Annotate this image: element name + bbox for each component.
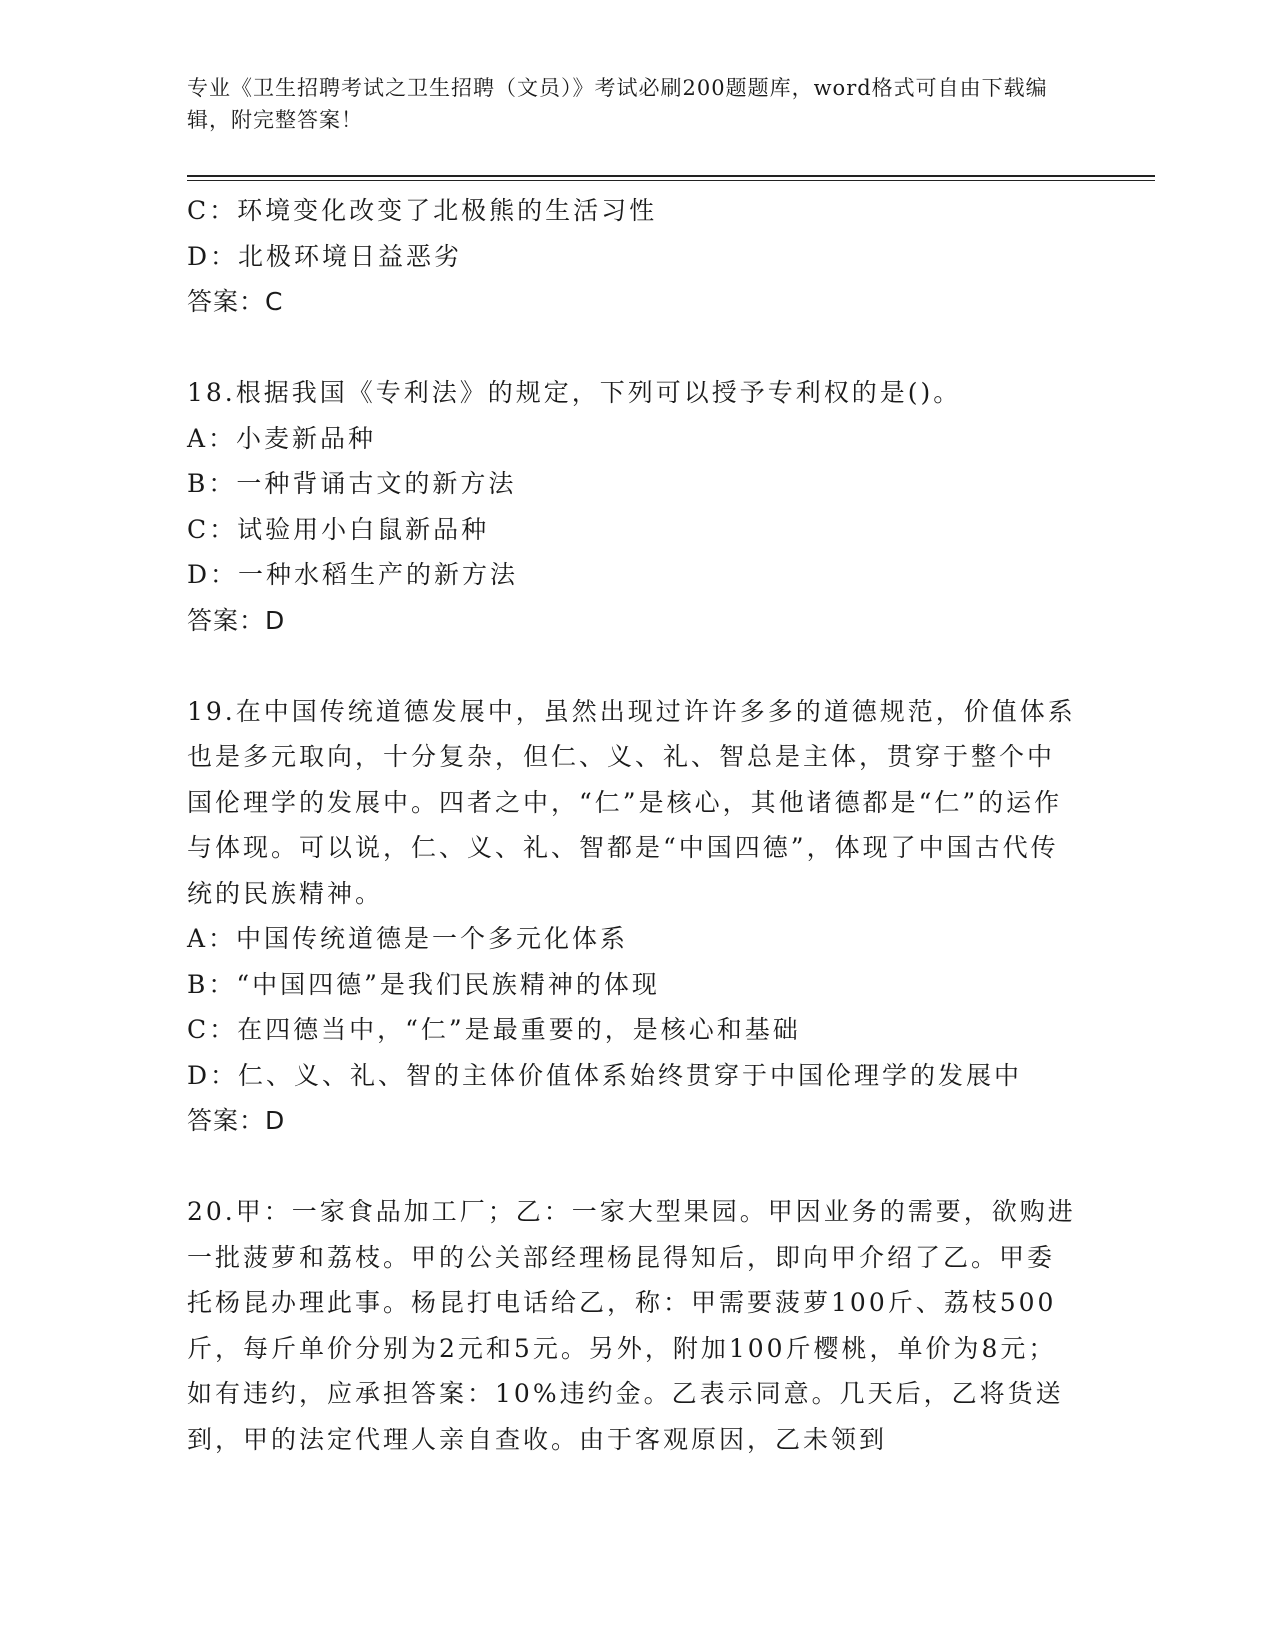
q18-option-b: B：一种背诵古文的新方法: [187, 469, 517, 498]
header-rule-thick: [187, 175, 1155, 177]
q18-option-a: A：小麦新品种: [187, 423, 377, 453]
q19-option-d: D：仁、义、礼、智的主体价值体系始终贯穿于中国伦理学的发展中: [187, 1060, 1023, 1090]
q19-answer: 答案：D: [187, 1106, 286, 1135]
q19-option-c: C：在四德当中，“仁”是最重要的，是核心和基础: [187, 1015, 801, 1044]
header-rule-thin: [187, 180, 1155, 181]
q18-option-d: D：一种水稻生产的新方法: [187, 560, 519, 589]
q18-option-c: C：试验用小白鼠新品种: [187, 514, 490, 544]
q20-question: 20.甲：一家食品加工厂；乙：一家大型果园。甲因业务的需要，欲购进一批菠萝和荔枝。甲的公关部经理杨昆得知后，即向甲介绍了乙。甲委托杨昆办理此事。杨昆打电话给乙，称：甲需要菠萝100斤、荔枝500斤，每斤单价分别为2元和5元。另外，附加100斤樱桃，单价为8元；如有违约，应承担答案：10%违约金。乙表示同意。几天后，乙将货送到，甲的法定代理人亲自查收。由于客观原因，乙未领到: [187, 1197, 1076, 1454]
q19-option-b: B：“中国四德”是我们民族精神的体现: [187, 969, 660, 999]
spacer: [187, 1144, 1077, 1190]
q19-option-a: A：中国传统道德是一个多元化体系: [187, 924, 629, 953]
q17-answer: 答案：C: [187, 287, 284, 316]
spacer: [187, 325, 1077, 371]
q17-option-d: D：北极环境日益恶劣: [187, 241, 463, 271]
q18-question: 18.根据我国《专利法》的规定，下列可以授予专利权的是()。: [187, 378, 962, 407]
q19-question: 19.在中国传统道德发展中，虽然出现过许许多多的道德规范，价值体系也是多元取向，十分复杂，但仁、义、礼、智总是主体，贯穿于整个中国伦理学的发展中。四者之中，“仁”是核心，其他诸德都是“仁”的运作与体现。可以说，仁、义、礼、智都是“中国四德”，体现了中国古代传统的民族精神。: [187, 696, 1076, 908]
document-header: 专业《卫生招聘考试之卫生招聘（文员）》考试必刷200题题库，word格式可自由下载编辑，附完整答案！: [187, 76, 1048, 132]
q17-option-c: C：环境变化改变了北极熊的生活习性: [187, 196, 658, 225]
spacer: [187, 643, 1077, 689]
q18-answer: 答案：D: [187, 605, 286, 635]
document-body: [187, 188, 1077, 1462]
